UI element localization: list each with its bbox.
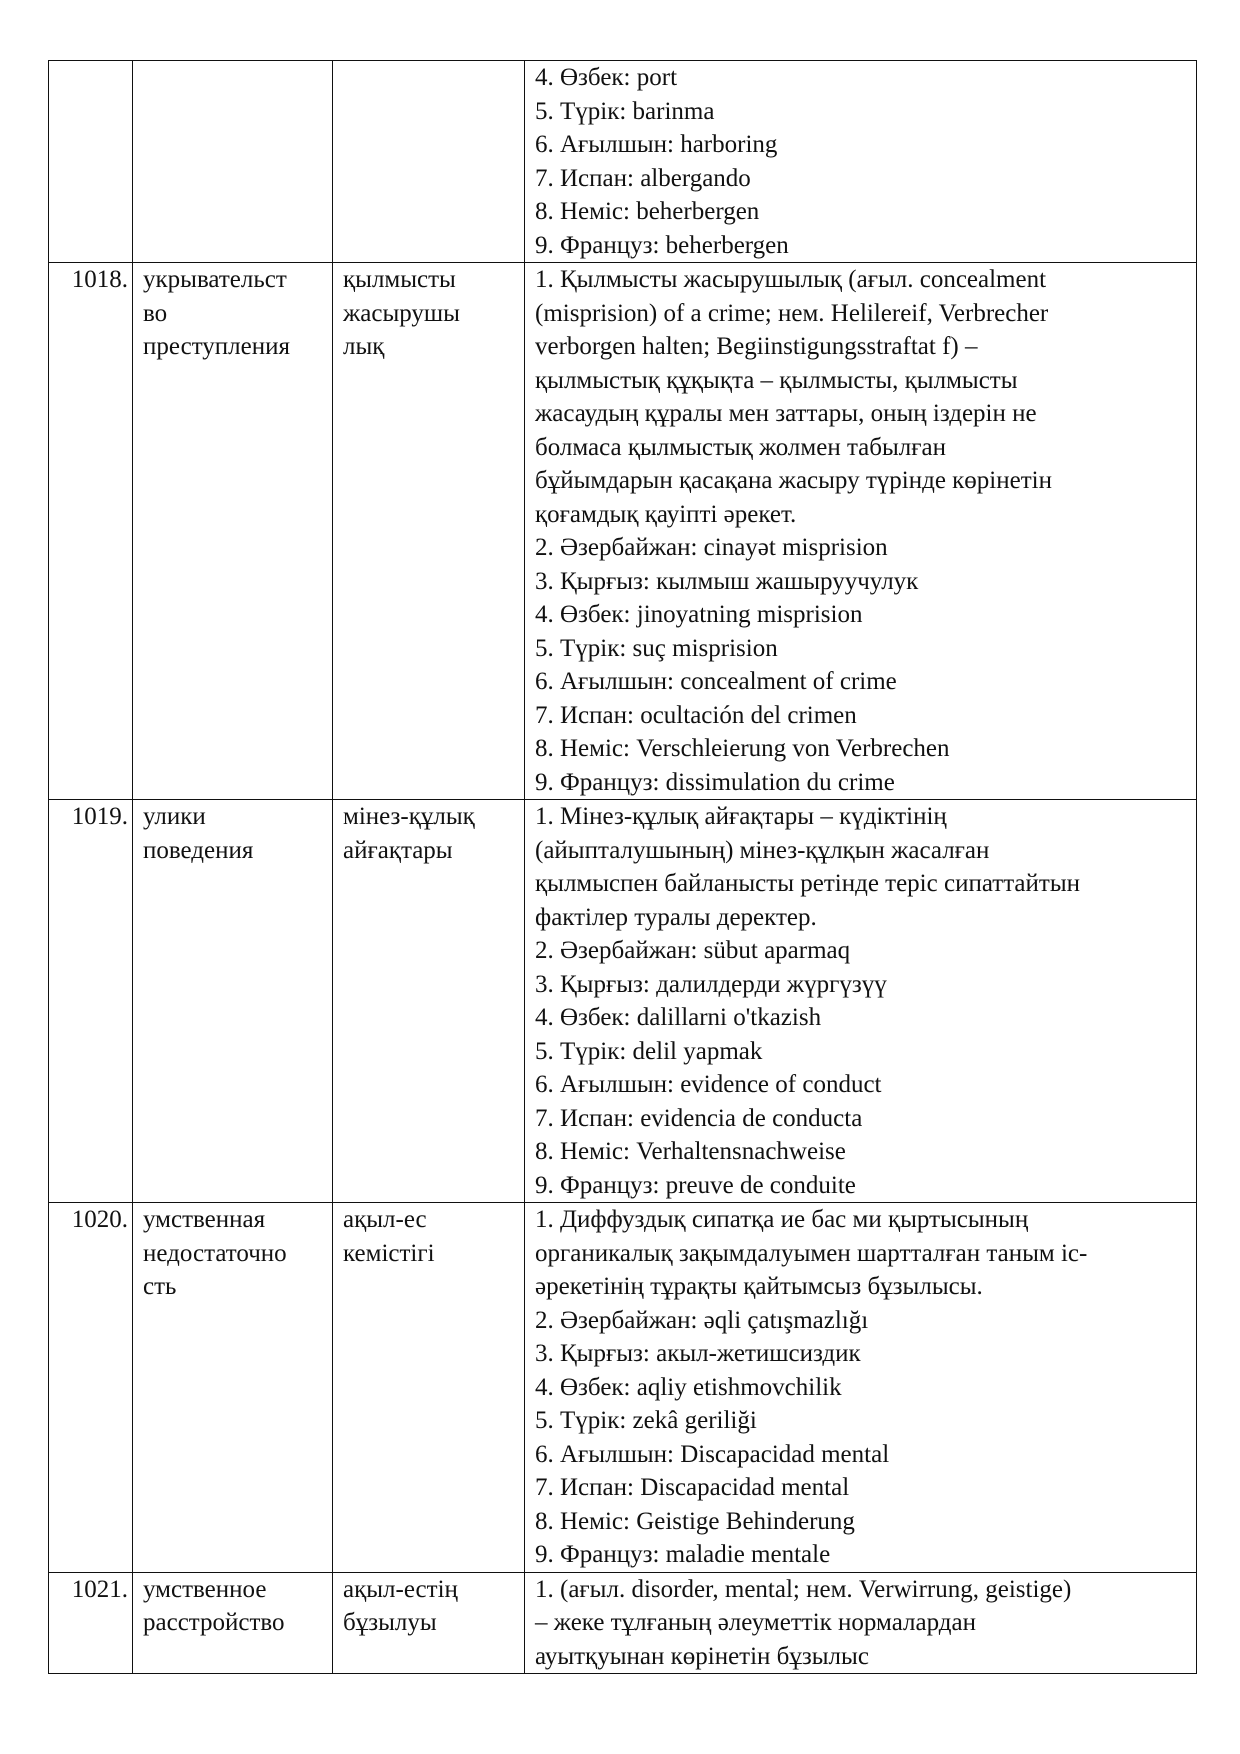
entry-number: 1020. <box>49 1203 133 1573</box>
term-kazakh <box>333 1203 525 1573</box>
definition-line: 1. (ағыл. disorder, mental; нем. Verwirrung, geistige) <box>535 1575 1072 1603</box>
term-russian-line: преступления <box>143 333 290 360</box>
term-russian-line: умственное <box>143 1575 267 1603</box>
term-russian <box>133 800 333 1203</box>
term-russian-line: улики <box>143 803 206 830</box>
definition-line: 8. Неміс: Verschleierung von Verbrechen <box>535 735 950 762</box>
term-kazakh-line: қылмысты <box>343 266 456 293</box>
definition-line: 1. Диффуздық сипатқа ие бас ми қыртысының <box>535 1206 1029 1233</box>
table-row <box>49 1203 1197 1573</box>
definition-line: қылмыспен байланысты ретінде теріс сипаттайтын <box>535 870 1081 897</box>
table-row <box>49 61 1197 263</box>
definition-line: 9. Француз: maladie mentale <box>535 1541 831 1568</box>
definition-line: (айыпталушының) мінез-құлқын жасалған <box>535 836 990 864</box>
definition-line: 8. Неміс: Geistige Behinderung <box>535 1507 855 1535</box>
definition-line: (misprision) of a crime; нем. Helilereif, Verbrecher <box>535 299 1049 327</box>
definition-line: 4. Өзбек: dalillarni o'tkazish <box>535 1004 822 1031</box>
term-russian <box>133 1203 333 1573</box>
glossary-table <box>48 60 1197 1674</box>
definition-line: бұйымдарын қасақана жасыру түрінде көрінетін <box>535 467 1052 494</box>
definition-line: 1. Мінез-құлық айғақтары – күдіктінің <box>535 803 947 830</box>
definition-line: органикалық зақымдалуымен шартталған таным іс- <box>535 1239 1088 1267</box>
table-row <box>49 800 1197 1203</box>
definition-line: 6. Ағылшын: evidence of conduct <box>535 1071 882 1098</box>
term-kazakh-line: лық <box>343 333 385 360</box>
definition-line: 7. Испан: albergando <box>535 164 751 192</box>
term-russian-line: во <box>143 299 168 327</box>
term-russian-line: недостаточно <box>143 1239 287 1267</box>
definition-line: – жеке тұлғаның әлеуметтік нормалардан <box>535 1609 976 1636</box>
entry-number: 1018. <box>49 263 133 800</box>
definition-line: 4. Өзбек: jinoyatning misprision <box>535 601 863 628</box>
term-kazakh <box>333 1572 525 1674</box>
definition-line: 3. Қырғыз: кылмыш жашыруучулук <box>535 567 919 595</box>
definition-line: 8. Неміс: beherbergen <box>535 198 760 225</box>
term-russian <box>133 263 333 800</box>
definition-line: 4. Өзбек: aqliy etishmovchilik <box>535 1373 842 1401</box>
definition-line: 7. Испан: evidencia de conducta <box>535 1104 863 1132</box>
entry-number: 1021. <box>49 1572 133 1674</box>
definition-line: 9. Француз: preuve de conduite <box>535 1171 856 1199</box>
glossary-page <box>48 60 1196 1674</box>
definition-line: 9. Француз: dissimulation du crime <box>535 768 895 796</box>
definition-line: фактілер туралы деректер. <box>535 903 817 931</box>
term-kazakh <box>333 61 525 263</box>
term-definition <box>525 800 1197 1203</box>
definition-line: 2. Әзербайжан: cinayət misprision <box>535 534 888 561</box>
definition-line: 4. Өзбек: port <box>535 64 678 91</box>
term-kazakh-line: кемістігі <box>343 1239 435 1267</box>
term-russian-line: расстройство <box>143 1609 285 1636</box>
entry-number: 1019. <box>49 800 133 1203</box>
definition-line: verborgen halten; Begiinstigungsstraftat f) – <box>535 333 978 360</box>
term-russian-line: поведения <box>143 836 254 864</box>
definition-line: қоғамдық қауіпті әрекет. <box>535 500 797 528</box>
definition-line: 8. Неміс: Verhaltensnachweise <box>535 1138 846 1165</box>
definition-line: ауытқуынан көрінетін бұзылыс <box>535 1642 869 1670</box>
term-kazakh-line: ақыл-ес <box>343 1206 427 1233</box>
definition-line: қылмыстық құқықта – қылмысты, қылмысты <box>535 366 1018 394</box>
table-row <box>49 1572 1197 1674</box>
glossary-body <box>49 61 1197 1674</box>
definition-line: болмаса қылмыстық жолмен табылған <box>535 433 946 461</box>
definition-line: 3. Қырғыз: акыл-жетишсиздик <box>535 1340 861 1367</box>
term-kazakh <box>333 263 525 800</box>
term-kazakh-line: айғақтары <box>343 836 453 864</box>
definition-line: 2. Әзербайжан: sübut aparmaq <box>535 937 851 964</box>
term-kazakh-line: ақыл-естің <box>343 1575 458 1603</box>
definition-line: 7. Испан: ocultación del crimen <box>535 701 857 729</box>
term-russian <box>133 61 333 263</box>
definition-line: әрекетінің тұрақты қайтымсыз бұзылысы. <box>535 1273 983 1300</box>
definition-line: 3. Қырғыз: далилдерди жүргүзүү <box>535 970 887 998</box>
definition-line: 9. Француз: beherbergen <box>535 231 789 259</box>
definition-line: 1. Қылмысты жасырушылық (ағыл. concealment <box>535 266 1047 293</box>
term-russian <box>133 1572 333 1674</box>
definition-line: 5. Түрік: suç misprision <box>535 634 778 662</box>
term-kazakh-line: мінез-құлық <box>343 803 475 830</box>
definition-line: 6. Ағылшын: harboring <box>535 131 778 158</box>
definition-line: 5. Түрік: zekâ geriliği <box>535 1407 757 1434</box>
term-russian-line: умственная <box>143 1206 266 1233</box>
definition-line: жасаудың құралы мен заттары, оның іздерін не <box>535 400 1037 427</box>
term-definition <box>525 1572 1197 1674</box>
term-russian-line: сть <box>143 1273 177 1300</box>
term-kazakh-line: бұзылуы <box>343 1609 437 1636</box>
term-definition <box>525 61 1197 263</box>
term-definition <box>525 1203 1197 1573</box>
definition-line: 6. Ағылшын: concealment of crime <box>535 668 897 695</box>
term-russian-line: укрывательст <box>143 266 287 293</box>
term-kazakh <box>333 800 525 1203</box>
definition-line: 2. Әзербайжан: əqli çatışmazlığı <box>535 1306 869 1334</box>
definition-line: 5. Түрік: delil yapmak <box>535 1037 763 1065</box>
definition-line: 6. Ағылшын: Discapacidad mental <box>535 1440 890 1468</box>
definition-line: 5. Түрік: barinma <box>535 97 715 125</box>
term-kazakh-line: жасырушы <box>343 299 460 327</box>
table-row <box>49 263 1197 800</box>
term-definition <box>525 263 1197 800</box>
definition-line: 7. Испан: Discapacidad mental <box>535 1474 850 1501</box>
entry-number <box>49 61 133 263</box>
